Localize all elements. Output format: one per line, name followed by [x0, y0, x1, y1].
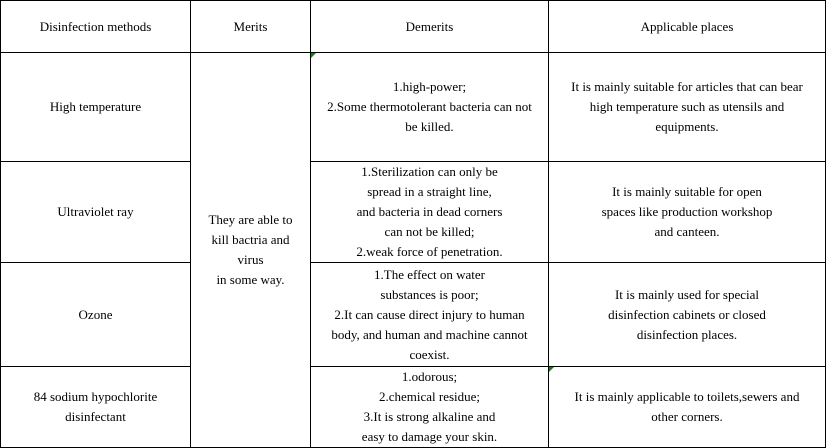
- places-line: disinfection cabinets or closed: [608, 306, 766, 322]
- header-places: Applicable places: [549, 1, 826, 53]
- table-row: [1, 263, 826, 367]
- method-cell: [1, 263, 191, 367]
- method-text: disinfectant: [65, 409, 126, 424]
- table-row: [1, 53, 826, 162]
- demerits-line: 2.It can cause direct injury to human: [334, 306, 525, 322]
- table-row: [1, 162, 826, 263]
- demerits-line: 1.odorous;: [401, 369, 458, 384]
- header-merits: Merits: [191, 1, 311, 53]
- demerits-cell: [311, 263, 549, 367]
- places-line: and canteen.: [654, 224, 720, 239]
- method-text: Ultraviolet ray: [57, 204, 134, 219]
- method-text: Ozone: [78, 306, 113, 322]
- demerits-line: be killed.: [405, 119, 454, 134]
- places-line: spaces like production workshop: [601, 204, 773, 219]
- places-line: It is mainly suitable for open: [612, 184, 762, 199]
- header-demerits: Demerits: [311, 1, 549, 53]
- places-line: other corners.: [651, 409, 723, 424]
- method-cell: [1, 162, 191, 263]
- demerits-line: 3.It is strong alkaline and: [363, 409, 496, 424]
- demerits-line: 1.Sterilization can only be: [361, 164, 498, 179]
- places-line: It is mainly suitable for articles that can bear: [571, 79, 803, 94]
- header-methods: Disinfection methods: [1, 1, 191, 53]
- demerits-cell: [311, 367, 549, 448]
- demerits-line: body, and human and machine cannot: [331, 326, 528, 342]
- places-line: high temperature such as utensils and: [589, 99, 785, 114]
- demerits-line: and bacteria in dead corners: [356, 204, 503, 219]
- demerits-cell: [311, 53, 549, 162]
- places-cell: [549, 367, 826, 448]
- merits-line: virus: [237, 252, 264, 267]
- demerits-cell: [311, 162, 549, 263]
- method-text: High temperature: [49, 99, 142, 114]
- merits-line: They are able to: [208, 212, 293, 227]
- demerits-line: substances is poor;: [380, 286, 479, 302]
- demerits-line: 2.chemical residue;: [378, 389, 481, 404]
- table-row: [1, 367, 826, 448]
- merits-cell: [191, 53, 311, 448]
- places-line: equipments.: [655, 119, 719, 134]
- demerits-line: 1.The effect on water: [374, 266, 485, 282]
- header-row: [1, 1, 826, 53]
- merits-line: in some way.: [216, 272, 285, 287]
- demerits-line: 2.weak force of penetration.: [356, 244, 503, 259]
- method-text: 84 sodium hypochlorite: [33, 389, 158, 404]
- demerits-line: 2.Some thermotolerant bacteria can not: [327, 99, 532, 114]
- method-cell: [1, 53, 191, 162]
- merits-line: kill bactria and: [211, 232, 290, 247]
- places-line: disinfection places.: [636, 326, 738, 342]
- places-line: It is mainly used for special: [614, 286, 760, 302]
- demerits-line: easy to damage your skin.: [361, 429, 498, 444]
- places-cell: [549, 263, 826, 367]
- demerits-line: can not be killed;: [384, 224, 475, 239]
- demerits-line: coexist.: [409, 346, 450, 362]
- places-line: It is mainly applicable to toilets,sewers and: [574, 389, 800, 404]
- demerits-line: spread in a straight line,: [367, 184, 492, 199]
- method-cell: [1, 367, 191, 448]
- places-cell: [549, 53, 826, 162]
- demerits-line: 1.high-power;: [392, 79, 467, 94]
- places-cell: [549, 162, 826, 263]
